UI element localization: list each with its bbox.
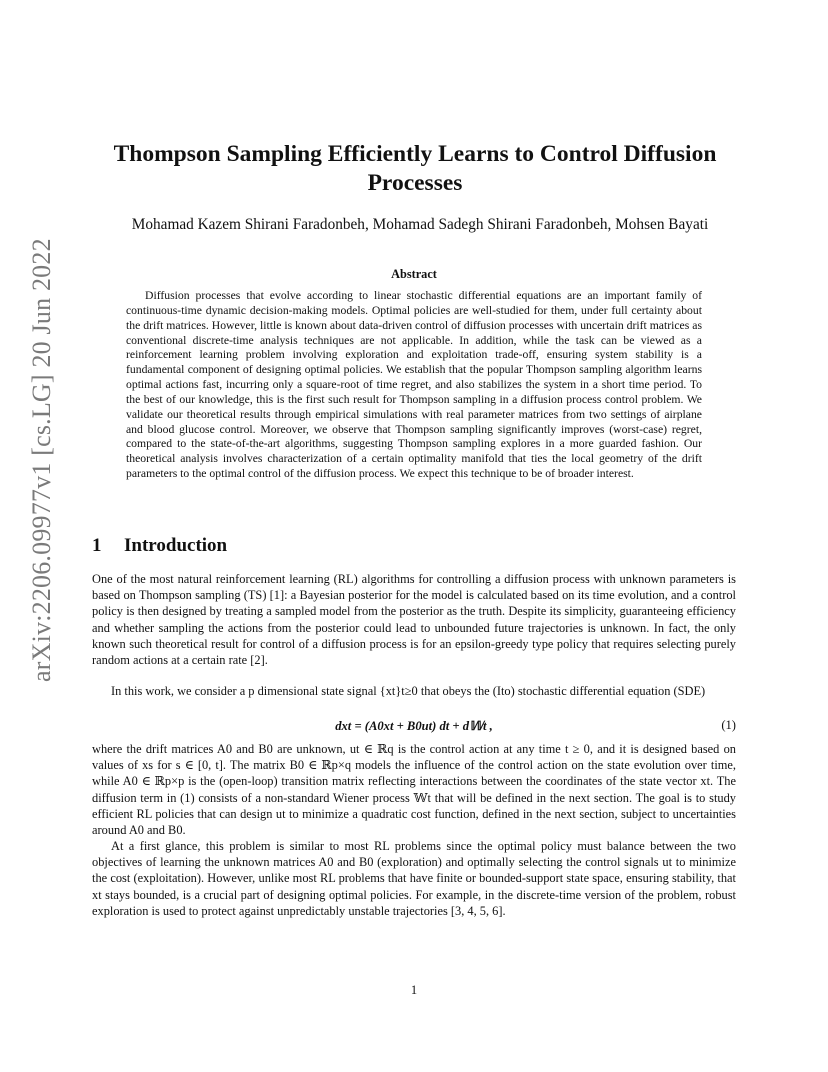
equation-expression: dxt = (A0xt + B0ut) dt + d𝕎t , — [335, 719, 493, 733]
paragraph-3: where the drift matrices A0 and B0 are unknown, ut ∈ ℝq is the control action at any time t ≥ 0, and it is designed based on values of xs for s ∈ [0, t]. The matrix B0 ∈ ℝp×q models the influence of the control action on the state evolution over time, while A0 ∈ ℝp×p is the (open-loop) transition matrix reflecting interactions between the coordinates of the state vector xt. The diffusion term in (1) consists of a non-standard Wiener process 𝕎t that will be defined in the next section. The goal is to study efficient RL policies that can design ut to minimize a quadratic cost function, defined in the next section, subject to uncertainties around A0 and B0. — [92, 742, 736, 838]
paper-title: Thompson Sampling Efficiently Learns to Control Diffusion Processes — [113, 141, 717, 196]
arxiv-identifier: arXiv:2206.09977v1 [cs.LG] 20 Jun 2022 — [27, 238, 56, 682]
abstract-text: Diffusion processes that evolve according to linear stochastic differential equations are an important family of continuous-time dynamic decision-making models. Optimal policies are well-studied for them, under full certainty about the drift matrices. However, little is known about data-driven control of diffusion processes with uncertain drift matrices as conventional discrete-time analysis techniques are not applicable. In addition, while the task can be viewed as a reinforcement learning problem involving exploration and exploitation trade-off, ensuring system stability is a fundamental component of designing optimal policies. We establish that the popular Thompson sampling algorithm learns optimal actions fast, incurring only a square-root of time regret, and also stabilizes the system in a short time period. To the best of our knowledge, this is the first such result for Thompson sampling in a diffusion process control problem. We validate our theoretical results through empirical simulations with real parameter matrices from two settings of airplane and blood glucose control. Moreover, we observe that Thompson sampling significantly improves (worst-case) regret, compared to the state-of-the-art algorithms, suggesting Thompson sampling explores in a more guarded fashion. Our theoretical analysis involves characterization of a certain optimality manifold that ties the local geometry of the drift parameters to the optimal control of the diffusion process. We expect this technique to be of broader interest. — [126, 289, 702, 481]
equation-1 — [92, 718, 736, 735]
section-heading — [92, 535, 227, 557]
equation-number: (1) — [721, 718, 736, 732]
section-number: 1 — [92, 535, 102, 556]
page-number: 1 — [410, 983, 418, 997]
paragraph-1: One of the most natural reinforcement learning (RL) algorithms for controlling a diffusion process with unknown parameters is based on Thompson sampling (TS) [1]: a Bayesian posterior for the model is calculated based on its time evolution, and a control policy is then designed by treating a sampled model from the posterior as the truth. Despite its simplicity, guaranteeing efficiency and whether sampling the actions from the posterior could lead to unbounded future trajectories is unknown. In fact, the only known such theoretical result for control of a diffusion process is for an epsilon-greedy type policy that requires selecting purely random actions at a certain rate [2]. — [92, 572, 736, 668]
paragraph-4: At a first glance, this problem is similar to most RL problems since the optimal policy must balance between the two objectives of learning the unknown matrices A0 and B0 (exploration) and optimally selecting the control signals ut to minimize the cost (exploitation). However, unlike most RL problems that have finite or bounded-support state space, ensuring stability, that xt stays bounded, is a crucial part of designing optimal policies. For example, in the discrete-time version of the problem, robust exploration is used to protect against unpredictably unstable trajectories [3, 4, 5, 6]. — [92, 839, 736, 918]
author-list: Mohamad Kazem Shirani Faradonbeh, Mohamad Sadegh Shirani Faradonbeh, Mohsen Bayati — [131, 216, 709, 233]
section-title: Introduction — [124, 535, 228, 556]
abstract-heading: Abstract — [391, 267, 437, 281]
paragraph-2: In this work, we consider a p dimensional state signal {xt}t≥0 that obeys the (Ito) stochastic differential equation (SDE) — [111, 684, 706, 698]
